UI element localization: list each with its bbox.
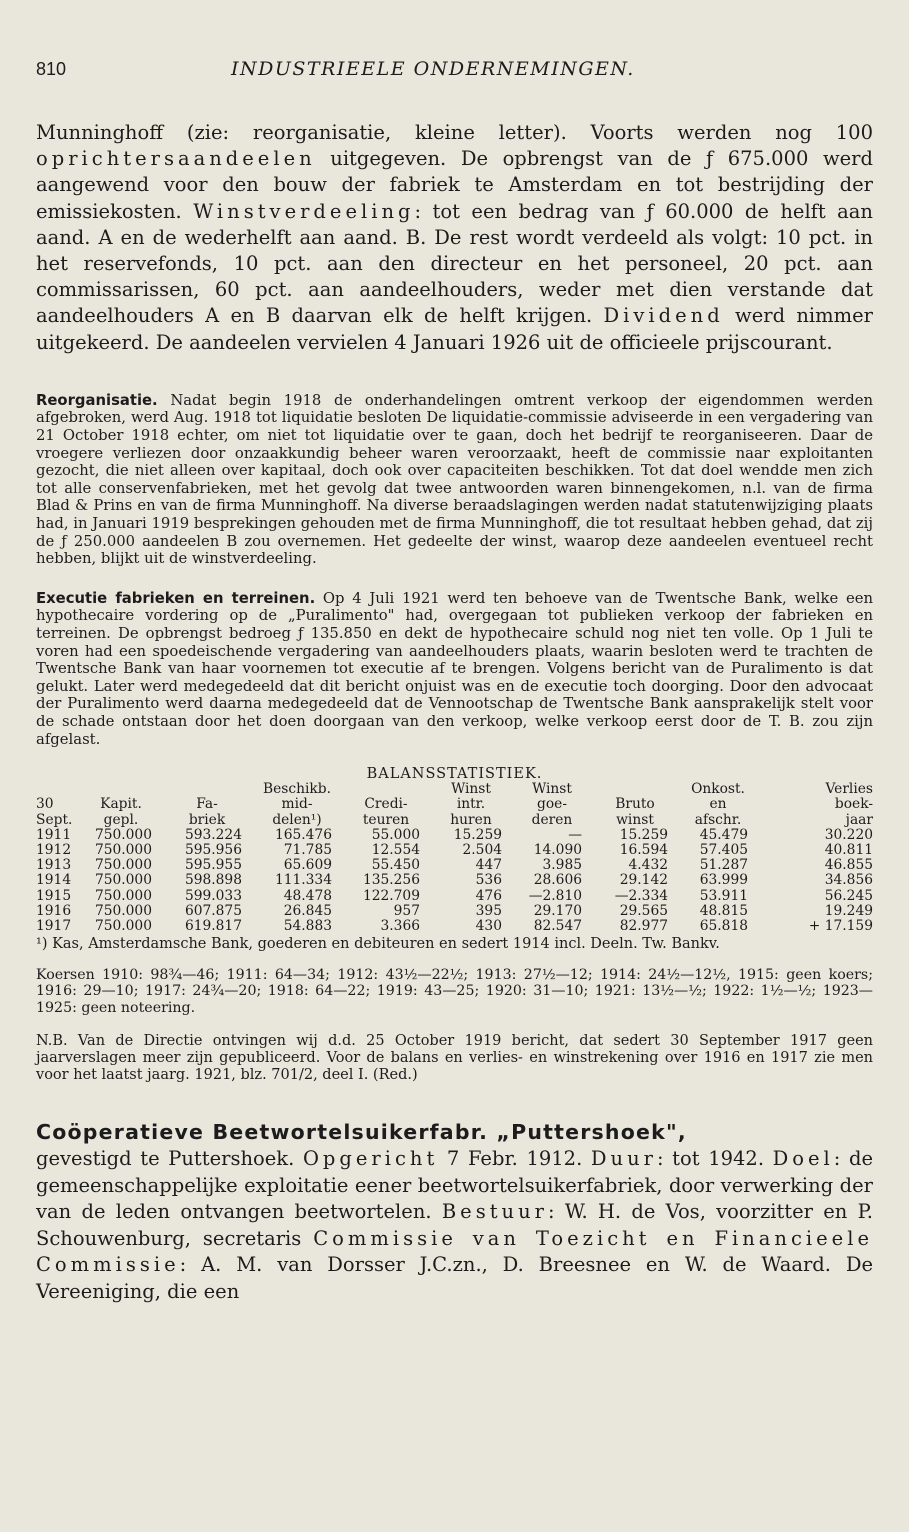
header-cell: Onkost.	[691, 781, 745, 798]
text-run: : tot een bedrag van ƒ 60.000 de helft aan aand. A en de wederhelft aan aand. B. De rest wordt verdeeld als volgt: 10 pct. in het reservefonds, 10 pct. aan den directeur en het personeel, 20 pct. aan commissarissen, 60 pct. aan aandeelhouders, weder met dien verstande dat aandeelhouders A en B daarvan elk de helft krijgen.	[36, 199, 873, 328]
table-cell: 51.287	[699, 857, 748, 874]
table-cell: 15.259	[453, 826, 502, 843]
balance-statistics-table	[36, 782, 873, 934]
spaced-term: oprichtersaandeelen	[36, 147, 316, 171]
table-cell: 1914	[36, 872, 72, 889]
header-cell: goe-	[537, 796, 567, 813]
table-cell: 14.090	[533, 841, 582, 858]
koersen-paragraph: Koersen 1910: 98¾—46; 1911: 64—34; 1912: 43½—22½; 1913: 27½—12; 1914: 24½—12½, 1915: geen koers; 1916: 29—10; 1917: 24¾—20; 1918: 64—22; 1919: 43—25; 1920: 31—10; 1921: 13½—½; 1922: 1½—½; 1923—1925: geen noteering.	[36, 966, 873, 1017]
header-cell: briek	[188, 811, 226, 828]
text-run: : W. H. de Vos, voorzitter en P. Schouwenburg, secretaris	[36, 1200, 873, 1250]
table-cell: 55.000	[371, 826, 420, 843]
text-run: gevestigd te Puttershoek.	[36, 1147, 303, 1171]
header-cell: teuren	[362, 811, 410, 828]
header-cell	[80, 782, 162, 797]
text-run: Nadat begin 1918 de onderhandelingen omtrent verkoop der eigendommen werden afgebroken, werd Aug. 1918 tot liquidatie besloten De liquidatie-commissie adviseerde in een vergadering van 21 October 1918 echter, om niet tot liquidatie over te gaan, doch het bedrijf te reorganiseeren. Daar de vroegere verliezen door onzaakkundig beheer waren veroorzaakt, heeft de commissie naar exploitanten gezocht, die niet alleen over kapitaal, doch ook over capaciteiten beschikken. Tot dat doel wendde men zich tot alle conservenfabrieken, met het gevolg dat twee antwoorden waren binnengekomen, n.l. van de firma Blad & Prins en van de firma Munninghoff. Na diverse beraadslagingen werden nadat statutenwijziging plaats had, in Januari 1919 besprekingen gehouden met de firma Munninghoff, die tot resultaat hebben gehad, dat zij de ƒ 250.000 aandeelen B zou overnemen. Het gedeelte der winst, waarop deze aandeelen eventueel recht hebben, blijkt uit de winstverdeeling.	[36, 391, 873, 568]
header-cell: en	[709, 796, 727, 813]
table-cell: 619.817	[184, 917, 242, 934]
page-number: 810	[36, 59, 67, 79]
table-cell: 54.883	[283, 917, 332, 934]
table-cell: 48.815	[699, 902, 748, 919]
header-cell: Kapit.	[100, 796, 142, 813]
table-cell: 30.220	[824, 826, 873, 843]
table-cell: 15.259	[619, 826, 668, 843]
statistics-title: BALANSSTATISTIEK.	[366, 766, 543, 783]
table-cell: 750.000	[94, 887, 152, 904]
table-cell: 71.785	[283, 841, 332, 858]
spaced-term: Opgericht	[302, 1147, 439, 1171]
table-cell: —	[568, 826, 582, 843]
table-cell: 28.606	[533, 872, 582, 889]
header-cell: mid-	[281, 796, 313, 813]
table-cell: 3.985	[542, 857, 582, 874]
table-cell: 750.000	[94, 902, 152, 919]
company-paragraph	[36, 1146, 873, 1305]
table-cell: 122.709	[362, 887, 420, 904]
header-cell: Winst	[451, 781, 491, 798]
running-head	[36, 58, 873, 80]
table-row	[36, 889, 873, 904]
header-cell	[162, 782, 252, 797]
table-cell: 57.405	[699, 841, 748, 858]
table-cell: 82.977	[619, 917, 668, 934]
header-cell: 30	[36, 796, 54, 813]
table-cell: 29.170	[533, 902, 582, 919]
table-cell: + 17.159	[808, 917, 873, 934]
table-cell: 4.432	[628, 857, 668, 874]
table-row	[36, 873, 873, 888]
text-run: Munninghoff (zie: reorganisatie, kleine letter). Voorts werden nog 100	[36, 121, 873, 144]
section-heading: Executie fabrieken en terreinen.	[36, 589, 316, 607]
table-cell: 2.504	[462, 841, 502, 858]
table-cell: 135.256	[362, 872, 420, 889]
table-cell: 536	[475, 872, 502, 889]
header-cell: winst	[616, 811, 654, 828]
header-cell: delen¹)	[272, 811, 322, 828]
table-cell: 45.479	[699, 826, 748, 843]
header-cell: Credi-	[364, 796, 408, 813]
table-cell: 3.366	[380, 917, 420, 934]
table-cell: 165.476	[274, 826, 332, 843]
table-cell: 29.142	[619, 872, 668, 889]
table-cell: 19.249	[824, 902, 873, 919]
header-cell: Fa-	[196, 796, 218, 813]
header-cell	[36, 782, 80, 797]
header-cell: huren	[450, 811, 492, 828]
text-run: : de gemeenschappelijke exploitatie eener beetwortelsuikerfabriek, door verwerking der van de leden ontvangen beetwortelen.	[36, 1147, 874, 1224]
spaced-term: Winstverdeeling	[193, 199, 415, 223]
table-cell: 56.245	[824, 887, 873, 904]
table-cell: 447	[475, 857, 502, 874]
table-cell: 1912	[36, 841, 72, 858]
header-cell	[592, 782, 678, 797]
spaced-term: Commissie van Toezicht en Financieele Commissie	[36, 1226, 873, 1277]
spaced-term: Doel	[772, 1147, 834, 1171]
table-cell: 65.818	[699, 917, 748, 934]
text-run: 7 Febr. 1912.	[438, 1147, 591, 1171]
text-run: : tot 1942.	[656, 1147, 773, 1171]
nb-paragraph: N.B. Van de Directie ontvingen wij d.d. 25 October 1919 bericht, dat sedert 30 September 1917 geen jaarverslagen meer zijn gepubliceerd. Voor de balans en verlies- en winstrekening over 1916 en 1917 zie men voor het laatst jaarg. 1921, blz. 701/2, deel I. (Red.)	[36, 1033, 873, 1084]
table-cell: 48.478	[283, 887, 332, 904]
table-cell: 29.565	[619, 902, 668, 919]
header-cell: boek-	[834, 796, 873, 813]
text-run: : A. M. van Dorsser J.C.zn., D. Breesnee en W. de Waard. De Vereeniging, die een	[36, 1253, 873, 1303]
section-heading: Reorganisatie.	[36, 391, 158, 409]
header-row	[36, 797, 873, 812]
table-cell: 957	[393, 902, 420, 919]
table-cell: 1916	[36, 902, 72, 919]
table-footnote: ¹) Kas, Amsterdamsche Bank, goederen en debiteuren en sedert 1914 incl. Deeln. Tw. Bankv.	[36, 936, 720, 953]
header-row	[36, 782, 873, 797]
header-cell: afschr.	[694, 811, 742, 828]
table-body	[36, 828, 873, 934]
table-cell: 63.999	[699, 872, 748, 889]
table-cell: 53.911	[699, 887, 748, 904]
header-cell: deren	[531, 811, 573, 828]
table-cell: 1915	[36, 887, 72, 904]
table-cell: 16.594	[619, 841, 668, 858]
table-row	[36, 828, 873, 843]
spaced-term: Duur	[590, 1147, 657, 1171]
table-cell: 750.000	[94, 872, 152, 889]
table-cell: —2.810	[528, 887, 582, 904]
table-cell: 430	[475, 917, 502, 934]
spaced-term: Dividend	[603, 304, 724, 328]
table-cell: 593.224	[184, 826, 242, 843]
table-cell: 34.856	[824, 872, 873, 889]
table-cell: 607.875	[184, 902, 242, 919]
table-cell: 65.609	[283, 857, 332, 874]
table-cell: 476	[475, 887, 502, 904]
table-cell: 750.000	[94, 826, 152, 843]
table-row	[36, 904, 873, 919]
table-cell: 595.955	[184, 857, 242, 874]
header-cell: Sept.	[36, 811, 73, 828]
table-cell: 595.956	[184, 841, 242, 858]
header-cell: Verlies	[825, 781, 873, 798]
executie-paragraph	[36, 590, 873, 748]
table-cell: 598.898	[184, 872, 242, 889]
table-cell: 12.554	[371, 841, 420, 858]
table-cell: 40.811	[824, 841, 873, 858]
company-title: Coöperatieve Beetwortelsuikerfabr. „Puttershoek",	[36, 1120, 687, 1145]
table-row	[36, 843, 873, 858]
header-cell: Bruto	[615, 796, 655, 813]
header-cell: intr.	[456, 796, 486, 813]
table-cell: 55.450	[371, 857, 420, 874]
header-cell: gepl.	[103, 811, 139, 828]
text-run: uitgegeven. De opbrengst van de ƒ 675.000 werd aangewend voor den bouw der fabriek te Amsterdam en tot bestrijding der emissiekosten.	[36, 147, 873, 223]
table-cell: 46.855	[824, 857, 873, 874]
reorganisatie-paragraph	[36, 392, 873, 568]
winstverdeeling-paragraph	[36, 120, 873, 356]
header-cell: jaar	[845, 811, 873, 828]
table-cell: 111.334	[274, 872, 332, 889]
table-cell: 750.000	[94, 857, 152, 874]
table-cell: 750.000	[94, 917, 152, 934]
table-cell: 599.033	[184, 887, 242, 904]
table-cell: 750.000	[94, 841, 152, 858]
header-cell: Winst	[532, 781, 572, 798]
header-row	[36, 813, 873, 828]
table-cell: 1913	[36, 857, 72, 874]
table-cell: 1917	[36, 917, 72, 934]
header-cell: Beschikb.	[263, 781, 331, 798]
table-row	[36, 919, 873, 934]
table-row	[36, 858, 873, 873]
table-cell: 82.547	[533, 917, 582, 934]
table-cell: 395	[475, 902, 502, 919]
header-cell	[342, 782, 430, 797]
text-run: werd nimmer uitgekeerd. De aandeelen vervielen 4 Januari 1926 uit de officieele prijscourant.	[36, 304, 873, 354]
table-cell: 26.845	[283, 902, 332, 919]
table-cell: —2.334	[614, 887, 668, 904]
spaced-term: Bestuur	[441, 1200, 548, 1224]
running-title: INDUSTRIEELE ONDERNEMINGEN.	[231, 58, 635, 80]
table-cell: 1911	[36, 826, 72, 843]
text-run: Op 4 Juli 1921 werd ten behoeve van de Twentsche Bank, welke een hypothecaire vordering op de „Puralimento" had, overgegaan tot publieken verkoop der fabrieken en terreinen. De opbrengst bedroeg ƒ 135.850 en dekt de hypothecaire schuld nog niet ten volle. Op 1 Juli te voren had een spoedeischende vergadering van aandeelhouders plaats, waarin besloten werd te trachten de Twentsche Bank van haar voornemen tot executie af te brengen. Volgens bericht van de Puralimento is dat gelukt. Later werd medegedeeld dat dit bericht onjuist was en de executie toch doorging. Door den advocaat der Puralimento werd daarna medegedeeld dat de Vennootschap de Twentsche Bank aansprakelijk stelt voor de schade ontstaan door het doen doorgaan van den verkoop, welke verkoop eerst door de T. B. zou zijn afgelast.	[36, 589, 873, 748]
table-header	[36, 782, 873, 828]
